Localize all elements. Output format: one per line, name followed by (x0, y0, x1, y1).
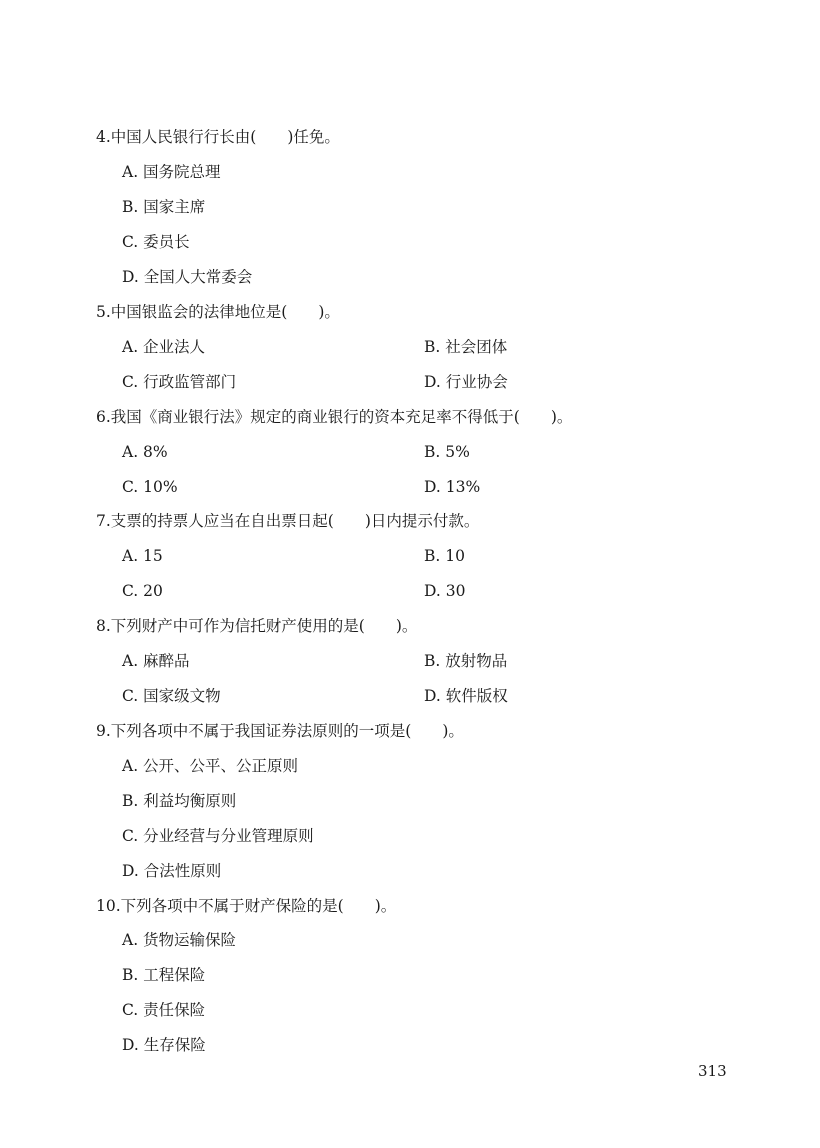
question-5-option-b: B. 社会团体 (424, 338, 508, 356)
question-7-option-b: B. 10 (424, 547, 465, 565)
question-9-option-d: D. 合法性原则 (122, 862, 222, 880)
question-10-option-a: A. 货物运输保险 (122, 931, 237, 949)
question-9-option-b: B. 利益均衡原则 (122, 792, 237, 810)
question-4-option-a: A. 国务院总理 (122, 163, 221, 181)
question-6-option-a: A. 8% (122, 443, 168, 461)
question-10-option-b: B. 工程保险 (122, 966, 206, 984)
question-7-option-d: D. 30 (424, 582, 466, 600)
question-5-option-c: C. 行政监管部门 (122, 373, 237, 391)
question-8-option-d: D. 软件版权 (424, 687, 508, 705)
question-7-option-a: A. 15 (122, 547, 163, 565)
question-4-option-d: D. 全国人大常委会 (122, 268, 253, 286)
question-4-stem: 4.中国人民银行行长由( )任免。 (96, 128, 340, 146)
question-9-stem: 9.下列各项中不属于我国证券法原则的一项是( )。 (96, 722, 464, 740)
question-7-stem: 7.支票的持票人应当在自出票日起( )日内提示付款。 (96, 512, 480, 530)
question-9-option-c: C. 分业经营与分业管理原则 (122, 827, 314, 845)
question-9-option-a: A. 公开、公平、公正原则 (122, 757, 299, 775)
question-5-option-a: A. 企业法人 (122, 338, 206, 356)
question-8-option-a: A. 麻醉品 (122, 652, 190, 670)
question-8-option-c: C. 国家级文物 (122, 687, 221, 705)
question-6-option-b: B. 5% (424, 443, 470, 461)
question-8-stem: 8.下列财产中可作为信托财产使用的是( )。 (96, 617, 418, 635)
question-8-option-b: B. 放射物品 (424, 652, 508, 670)
question-7-option-c: C. 20 (122, 582, 163, 600)
question-10-option-c: C. 责任保险 (122, 1001, 206, 1019)
question-6-option-c: C. 10% (122, 478, 178, 496)
question-4-option-b: B. 国家主席 (122, 198, 206, 216)
page-number: 313 (698, 1062, 727, 1080)
question-10-option-d: D. 生存保险 (122, 1036, 206, 1054)
question-5-stem: 5.中国银监会的法律地位是( )。 (96, 303, 340, 321)
question-6-stem: 6.我国《商业银行法》规定的商业银行的资本充足率不得低于( )。 (96, 408, 573, 426)
question-6-option-d: D. 13% (424, 478, 481, 496)
question-4-option-c: C. 委员长 (122, 233, 190, 251)
question-5-option-d: D. 行业协会 (424, 373, 508, 391)
question-10-stem: 10.下列各项中不属于财产保险的是( )。 (96, 897, 397, 915)
